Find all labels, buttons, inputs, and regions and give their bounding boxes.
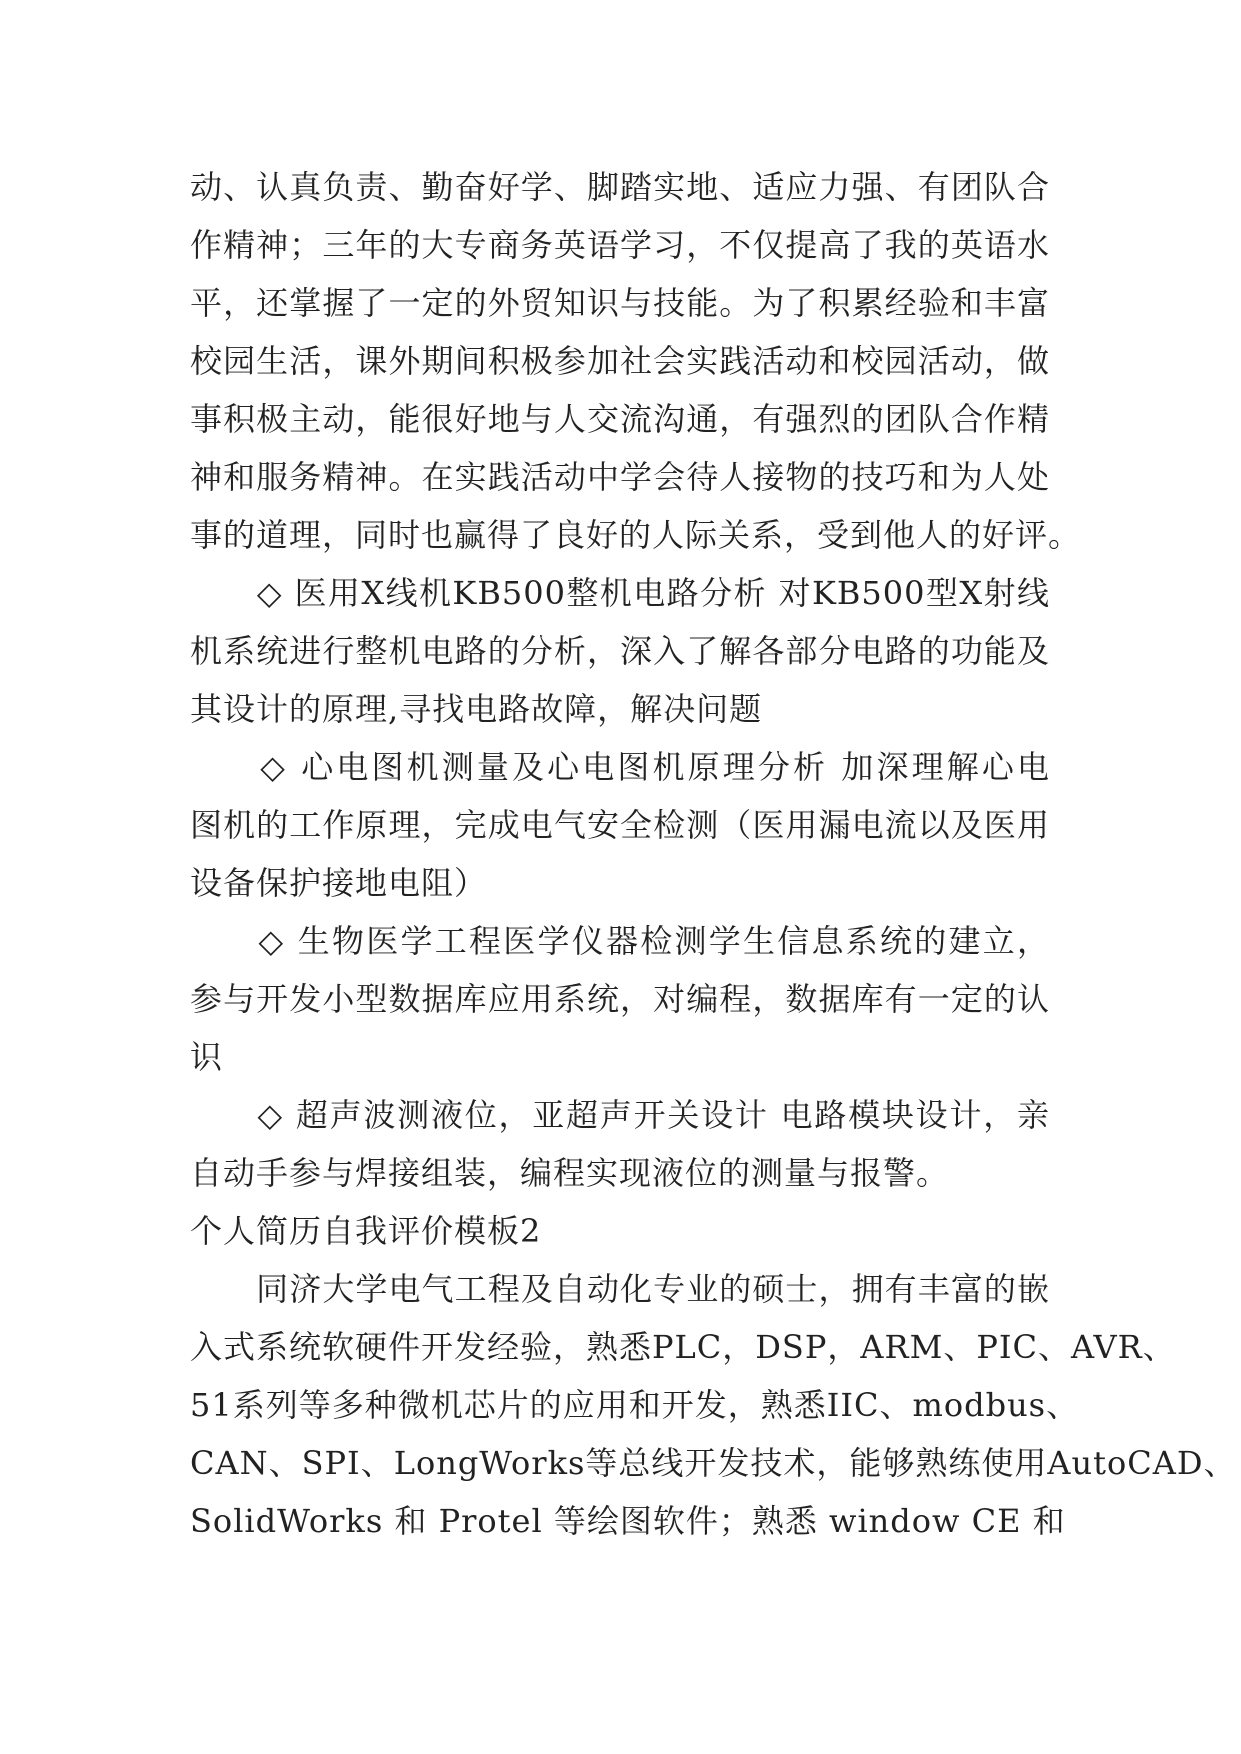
text-line: 设备保护接地电阻） xyxy=(190,864,488,902)
text-line: 同济大学电气工程及自动化专业的硕士，拥有丰富的嵌 xyxy=(190,1270,1050,1308)
text-line: CAN、SPI、LongWorks等总线开发技术，能够熟练使用AutoCAD、 xyxy=(190,1444,1237,1482)
text-line: 机系统进行整机电路的分析，深入了解各部分电路的功能及 xyxy=(190,632,1050,670)
text-line: 参与开发小型数据库应用系统，对编程，数据库有一定的认 xyxy=(190,980,1050,1018)
text-line: 事的道理，同时也赢得了良好的人际关系，受到他人的好评。 xyxy=(190,516,1082,554)
text-line: 神和服务精神。在实践活动中学会待人接物的技巧和为人处 xyxy=(190,458,1050,496)
text-line: 入式系统软硬件开发经验，熟悉PLC，DSP，ARM、PIC、AVR、 xyxy=(190,1328,1176,1366)
text-line: 识 xyxy=(190,1038,224,1076)
text-line: 其设计的原理,寻找电路故障，解决问题 xyxy=(190,690,763,728)
bullet-line: ◇ 医用X线机KB500整机电路分析 对KB500型X射线 xyxy=(190,574,1050,612)
text-line: 动、认真负责、勤奋好学、脚踏实地、适应力强、有团队合 xyxy=(190,168,1050,206)
text-line: 事积极主动，能很好地与人交流沟通，有强烈的团队合作精 xyxy=(190,400,1050,438)
text-line: 校园生活，课外期间积极参加社会实践活动和校园活动，做 xyxy=(190,342,1050,380)
text-line: 自动手参与焊接组装，编程实现液位的测量与报警。 xyxy=(190,1154,950,1192)
bullet-line: ◇ 生物医学工程医学仪器检测学生信息系统的建立， xyxy=(190,922,1050,960)
text-line: 图机的工作原理，完成电气安全检测（医用漏电流以及医用 xyxy=(190,806,1050,844)
text-line: SolidWorks 和 Protel 等绘图软件；熟悉 window CE 和 xyxy=(190,1502,1066,1540)
text-line: 平，还掌握了一定的外贸知识与技能。为了积累经验和丰富 xyxy=(190,284,1050,322)
text-line: 作精神；三年的大专商务英语学习，不仅提高了我的英语水 xyxy=(190,226,1050,264)
text-line: 51系列等多种微机芯片的应用和开发，熟悉IIC、modbus、 xyxy=(190,1386,1080,1424)
bullet-line: ◇ 超声波测液位，亚超声开关设计 电路模块设计，亲 xyxy=(190,1096,1050,1134)
bullet-line: ◇ 心电图机测量及心电图机原理分析 加深理解心电 xyxy=(190,748,1050,786)
body-text xyxy=(190,158,1237,1550)
section-heading: 个人简历自我评价模板2 xyxy=(190,1212,542,1250)
